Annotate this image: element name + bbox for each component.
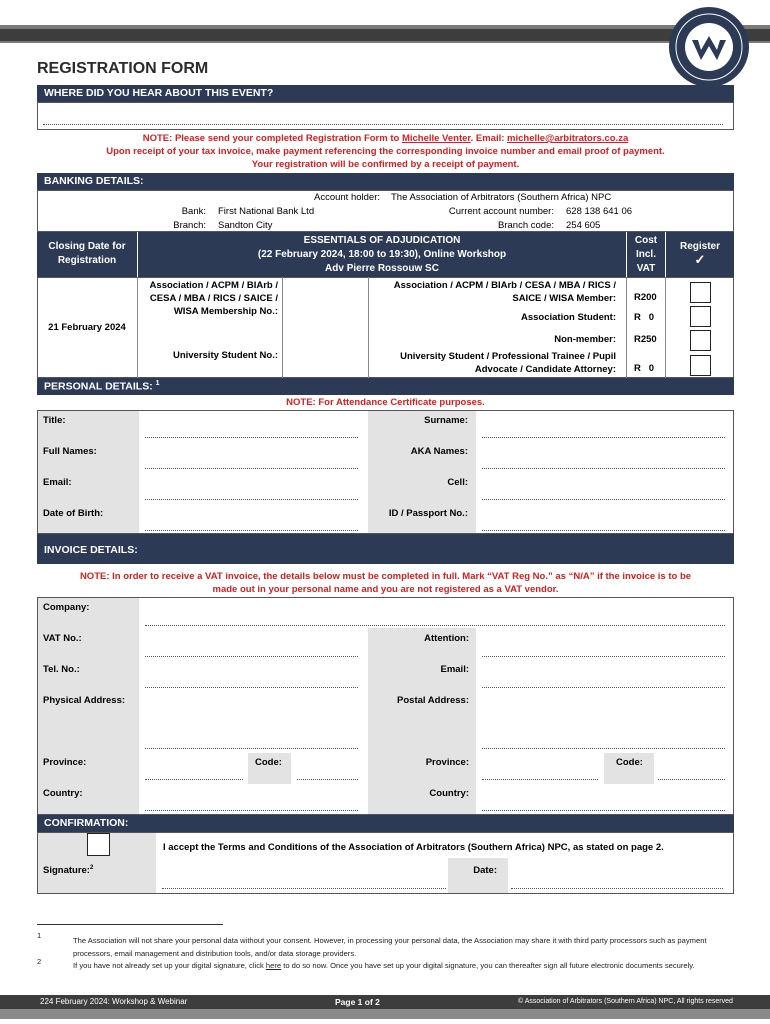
branch-code-label: Branch code: (498, 220, 554, 231)
title-label: Title: (43, 415, 66, 426)
branch-code-value: 254 605 (566, 220, 601, 231)
page-title: REGISTRATION FORM (37, 60, 209, 77)
province-label: Province: (43, 757, 87, 768)
dob-input[interactable] (145, 530, 358, 531)
current-account-label: Current account number: (448, 206, 554, 217)
footnote-2-text: If you have not already set up your digital signature, click here to do so now. Once you have set up your digital signature, you can thereafter sign all future electronic documents securely. (73, 961, 695, 970)
footnote-1-text: The Association will not share your personal data without your consent. However, in processing your personal data, the Association may share it with third party processors such as payment processors, email management and distribution tools, and/or data storage providers. (73, 936, 707, 958)
contact-email-link[interactable]: michelle@arbitrators.co.za (507, 133, 629, 144)
tel-no-input[interactable] (145, 687, 358, 688)
footer-event: 224 February 2024: Workshop & Webinar (40, 997, 188, 1006)
section-confirmation: CONFIRMATION: (37, 815, 734, 832)
code-input[interactable] (297, 779, 358, 780)
province-input[interactable] (145, 779, 243, 780)
account-holder-value: The Association of Arbitrators (Southern Africa) NPC (391, 192, 612, 203)
date-label: Date: (473, 865, 497, 876)
university-student-no-label: University Student No.: (172, 350, 278, 361)
postal-code-input[interactable] (658, 779, 725, 780)
bank-value: First National Bank Ltd (218, 206, 315, 217)
event-title: ESSENTIALS OF ADJUDICATION (303, 235, 461, 246)
footnote-1-number: 1 (37, 931, 42, 940)
note-confirmation: Your registration will be confirmed by a receipt of payment. (251, 159, 520, 170)
postal-country-input[interactable] (482, 810, 725, 811)
register-university-checkbox[interactable] (690, 355, 711, 376)
option-student-label: Association Student: (520, 312, 616, 323)
aka-names-input[interactable] (482, 468, 725, 469)
where-heard-input[interactable] (43, 124, 723, 125)
footer-bar-lower (0, 1009, 770, 1019)
option-member-cost: R200 (634, 292, 657, 303)
postal-code-label: Code: (616, 757, 643, 768)
option-member-label: Association / ACPM / BIArb / CESA / MBA / RICS / SAICE / WISA Member: (393, 280, 616, 304)
footnote-divider (37, 924, 223, 925)
invoice-email-label: Email: (440, 664, 469, 675)
membership-no-input[interactable] (284, 340, 366, 341)
email-input[interactable] (145, 499, 358, 500)
invoice-note-line2: made out in your personal name and you are not registered as a VAT vendor. (212, 584, 559, 595)
section-where-heard: WHERE DID YOU HEAR ABOUT THIS EVENT? (37, 85, 734, 102)
invoice-note-line1: NOTE: In order to receive a VAT invoice, the details below must be completed in full. Mark “VAT Reg No.” as “N/A” if the invoice is to be (79, 571, 692, 582)
option-student-cost: R 0 (634, 312, 655, 323)
footer-page-number: Page 1 of 2 (335, 997, 380, 1007)
signature-label: Signature:$^2$ (43, 865, 94, 877)
title-input[interactable] (145, 437, 358, 438)
aka-names-label: AKA Names: (410, 446, 468, 457)
surname-label: Surname: (424, 415, 468, 426)
cell-input[interactable] (482, 499, 725, 500)
invoice-email-input[interactable] (482, 687, 725, 688)
option-nonmember-cost: R250 (634, 334, 657, 345)
event-presenter: Adv Pierre Rossouw SC (325, 263, 439, 274)
full-names-label: Full Names: (43, 446, 97, 457)
code-label: Code: (255, 757, 282, 768)
option-university-label: University Student / Professional Trainee / Pupil Advocate / Candidate Attorney: (400, 351, 616, 375)
tel-no-label: Tel. No.: (43, 664, 80, 675)
closing-date-header: Closing Date for Registration (37, 232, 137, 277)
dob-label: Date of Birth: (43, 508, 104, 519)
association-logo-icon (668, 6, 750, 88)
section-personal: PERSONAL DETAILS: $^1$ (37, 378, 734, 395)
country-input[interactable] (145, 810, 358, 811)
signature-setup-link[interactable]: here (265, 961, 282, 970)
university-student-no-input[interactable] (284, 372, 366, 373)
section-invoice: INVOICE DETAILS: (37, 534, 734, 564)
bank-label: Bank: (181, 206, 206, 217)
postal-address-input[interactable] (482, 748, 725, 749)
branch-value: Sandton City (218, 220, 273, 231)
postal-address-label: Postal Address: (397, 695, 469, 706)
register-header: Register ✓ (666, 232, 734, 277)
register-student-checkbox[interactable] (690, 306, 711, 327)
note-payment: Upon receipt of your tax invoice, make payment referencing the corresponding invoice number and email proof of payment. (106, 146, 665, 157)
personal-note: NOTE: For Attendance Certificate purposes. (286, 397, 485, 408)
header-bar-inner (0, 29, 770, 41)
where-heard-box (37, 102, 734, 130)
contact-name-link[interactable]: Michelle Venter (401, 133, 471, 144)
section-banking: BANKING DETAILS: (37, 173, 734, 190)
event-header (138, 232, 626, 277)
physical-address-input[interactable] (145, 748, 358, 749)
footer-copyright: © Association of Arbitrators (Southern Africa) NPC, All rights reserved (518, 998, 733, 1005)
note-send-form: NOTE: Please send your completed Registration Form to Michelle Venter. Email: michelle@arbitrators.co.za (142, 133, 629, 144)
branch-label: Branch: (173, 220, 206, 231)
event-date: (22 February 2024, 18:00 to 19:30), Online Workshop (257, 249, 507, 260)
cost-header: Cost Incl. VAT (627, 232, 665, 277)
option-nonmember-label: Non-member: (554, 334, 616, 345)
invoice-details-box (37, 597, 734, 815)
company-label: Company: (43, 602, 90, 613)
accept-terms-checkbox[interactable] (87, 833, 110, 856)
vat-no-input[interactable] (145, 656, 358, 657)
surname-input[interactable] (482, 437, 725, 438)
id-passport-input[interactable] (482, 530, 725, 531)
postal-country-label: Country: (429, 788, 469, 799)
postal-province-label: Province: (425, 757, 469, 768)
closing-date-value: 21 February 2024 (48, 322, 126, 333)
option-university-cost: R 0 (634, 363, 655, 374)
full-names-input[interactable] (145, 468, 358, 469)
date-input[interactable] (511, 888, 723, 889)
vat-no-label: VAT No.: (43, 633, 82, 644)
register-nonmember-checkbox[interactable] (690, 330, 711, 351)
postal-province-input[interactable] (482, 779, 598, 780)
attention-input[interactable] (482, 656, 725, 657)
account-holder-label: Account holder: (313, 192, 380, 203)
attention-label: Attention: (424, 633, 469, 644)
footnote-2-number: 2 (37, 957, 42, 966)
register-member-checkbox[interactable] (690, 282, 711, 303)
country-label: Country: (43, 788, 83, 799)
signature-input[interactable] (162, 888, 446, 889)
physical-address-label: Physical Address: (43, 695, 126, 706)
email-label: Email: (43, 477, 72, 488)
cell-label: Cell: (447, 477, 468, 488)
id-passport-label: ID / Passport No.: (388, 508, 468, 519)
check-icon: ✓ (694, 252, 706, 267)
accept-terms-text: I accept the Terms and Conditions of the Association of Arbitrators (Southern Africa) NPC, as stated on page 2. (163, 842, 664, 853)
current-account-value: 628 138 641 06 (566, 206, 633, 217)
company-input[interactable] (145, 625, 725, 626)
membership-no-label: Association / ACPM / BIArb / CESA / MBA / RICS / SAICE / WISA Membership No.: (149, 280, 278, 317)
